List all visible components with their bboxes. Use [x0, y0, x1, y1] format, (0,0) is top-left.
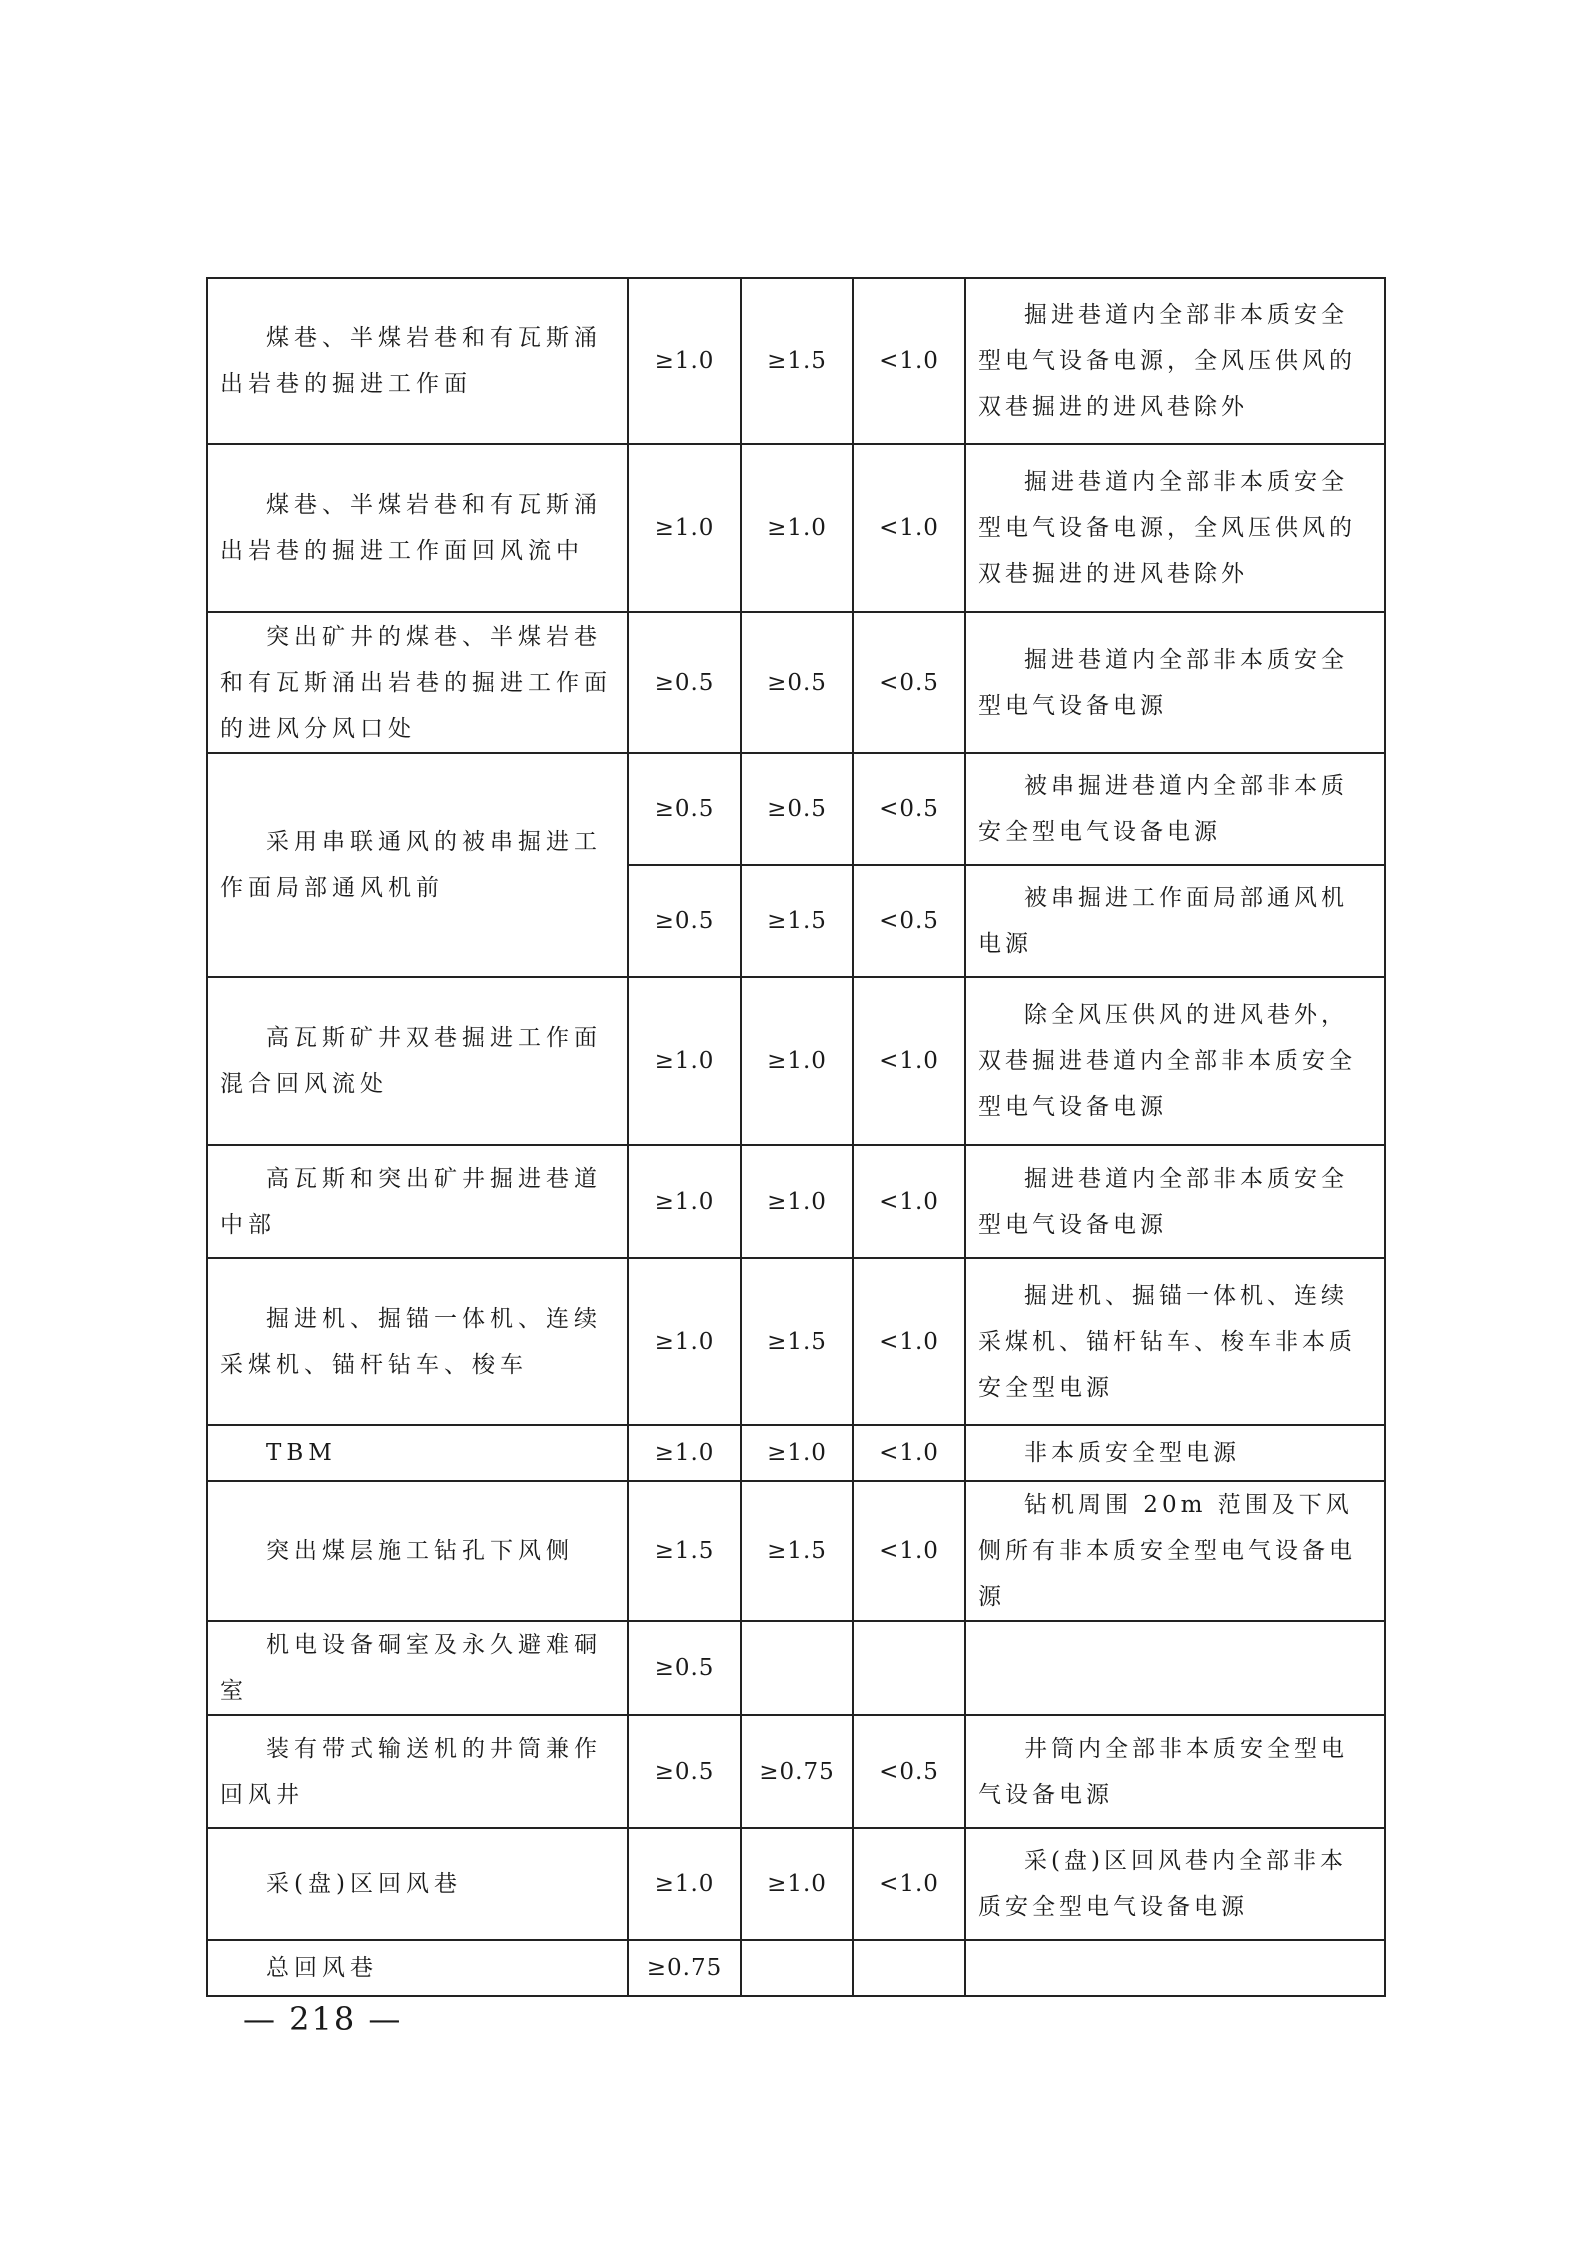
restore-threshold-cell: <1.0 [853, 977, 965, 1145]
restore-threshold-cell: <1.0 [853, 278, 965, 444]
power-off-scope-cell [965, 1940, 1385, 1996]
power-off-scope-cell: 除全风压供风的进风巷外，双巷掘进巷道内全部非本质安全型电气设备电源 [965, 977, 1385, 1145]
alarm-threshold-cell: ≥1.0 [628, 444, 741, 612]
location-cell: 采(盘)区回风巷 [207, 1828, 628, 1940]
table-row [207, 612, 1385, 753]
power-off-threshold-cell: ≥1.5 [741, 1258, 853, 1425]
power-off-scope-cell: 掘进巷道内全部非本质安全型电气设备电源，全风压供风的双巷掘进的进风巷除外 [965, 278, 1385, 444]
table-row [207, 1258, 1385, 1425]
location-cell: 高瓦斯和突出矿井掘进巷道中部 [207, 1145, 628, 1258]
power-off-scope-cell: 掘进机、掘锚一体机、连续采煤机、锚杆钻车、梭车非本质安全型电源 [965, 1258, 1385, 1425]
alarm-threshold-cell: ≥1.0 [628, 1828, 741, 1940]
alarm-threshold-cell: ≥0.5 [628, 612, 741, 753]
location-cell: TBM [207, 1425, 628, 1481]
alarm-threshold-cell: ≥0.5 [628, 753, 741, 865]
table-row [207, 1425, 1385, 1481]
location-cell: 煤巷、半煤岩巷和有瓦斯涌出岩巷的掘进工作面回风流中 [207, 444, 628, 612]
location-cell: 机电设备硐室及永久避难硐室 [207, 1621, 628, 1715]
page-number: — 218 — [243, 2000, 403, 2038]
power-off-threshold-cell: ≥1.5 [741, 278, 853, 444]
location-cell: 掘进机、掘锚一体机、连续采煤机、锚杆钻车、梭车 [207, 1258, 628, 1425]
restore-threshold-cell: <1.0 [853, 1425, 965, 1481]
alarm-threshold-cell: ≥1.0 [628, 1425, 741, 1481]
power-off-scope-cell: 掘进巷道内全部非本质安全型电气设备电源 [965, 612, 1385, 753]
location-cell: 突出煤层施工钻孔下风侧 [207, 1481, 628, 1621]
restore-threshold-cell [853, 1940, 965, 1996]
power-off-scope-cell: 掘进巷道内全部非本质安全型电气设备电源，全风压供风的双巷掘进的进风巷除外 [965, 444, 1385, 612]
alarm-threshold-cell: ≥0.5 [628, 865, 741, 977]
alarm-threshold-cell: ≥1.0 [628, 1258, 741, 1425]
alarm-threshold-cell: ≥1.5 [628, 1481, 741, 1621]
table-row [207, 1940, 1385, 1996]
location-cell: 装有带式输送机的井筒兼作回风井 [207, 1715, 628, 1828]
restore-threshold-cell: <0.5 [853, 865, 965, 977]
table-row [207, 1828, 1385, 1940]
table-row [207, 1145, 1385, 1258]
restore-threshold-cell: <1.0 [853, 1145, 965, 1258]
power-off-threshold-cell: ≥0.75 [741, 1715, 853, 1828]
power-off-threshold-cell: ≥1.5 [741, 1481, 853, 1621]
restore-threshold-cell: <1.0 [853, 1828, 965, 1940]
table-row [207, 444, 1385, 612]
power-off-threshold-cell: ≥1.0 [741, 1145, 853, 1258]
power-off-threshold-cell: ≥1.0 [741, 1425, 853, 1481]
power-off-scope-cell: 钻机周围 20m 范围及下风侧所有非本质安全型电气设备电源 [965, 1481, 1385, 1621]
power-off-scope-cell: 被串掘进巷道内全部非本质安全型电气设备电源 [965, 753, 1385, 865]
power-off-scope-cell: 被串掘进工作面局部通风机电源 [965, 865, 1385, 977]
location-cell: 煤巷、半煤岩巷和有瓦斯涌出岩巷的掘进工作面 [207, 278, 628, 444]
alarm-threshold-cell: ≥0.5 [628, 1715, 741, 1828]
power-off-scope-cell: 采(盘)区回风巷内全部非本质安全型电气设备电源 [965, 1828, 1385, 1940]
power-off-threshold-cell: ≥1.0 [741, 1828, 853, 1940]
restore-threshold-cell: <1.0 [853, 444, 965, 612]
alarm-threshold-cell: ≥0.75 [628, 1940, 741, 1996]
restore-threshold-cell: <1.0 [853, 1481, 965, 1621]
gas-monitoring-table [206, 277, 1386, 1997]
restore-threshold-cell: <1.0 [853, 1258, 965, 1425]
power-off-scope-cell: 井筒内全部非本质安全型电气设备电源 [965, 1715, 1385, 1828]
location-cell: 总回风巷 [207, 1940, 628, 1996]
alarm-threshold-cell: ≥0.5 [628, 1621, 741, 1715]
location-cell: 高瓦斯矿井双巷掘进工作面混合回风流处 [207, 977, 628, 1145]
power-off-scope-cell: 掘进巷道内全部非本质安全型电气设备电源 [965, 1145, 1385, 1258]
table-row [207, 753, 1385, 865]
table-row [207, 977, 1385, 1145]
location-cell: 突出矿井的煤巷、半煤岩巷和有瓦斯涌出岩巷的掘进工作面的进风分风口处 [207, 612, 628, 753]
restore-threshold-cell: <0.5 [853, 753, 965, 865]
power-off-scope-cell: 非本质安全型电源 [965, 1425, 1385, 1481]
power-off-scope-cell [965, 1621, 1385, 1715]
alarm-threshold-cell: ≥1.0 [628, 278, 741, 444]
power-off-threshold-cell: ≥1.0 [741, 977, 853, 1145]
power-off-threshold-cell: ≥0.5 [741, 753, 853, 865]
table-row [207, 278, 1385, 444]
power-off-threshold-cell: ≥0.5 [741, 612, 853, 753]
restore-threshold-cell: <0.5 [853, 1715, 965, 1828]
power-off-threshold-cell [741, 1621, 853, 1715]
restore-threshold-cell [853, 1621, 965, 1715]
alarm-threshold-cell: ≥1.0 [628, 1145, 741, 1258]
power-off-threshold-cell: ≥1.5 [741, 865, 853, 977]
location-cell: 采用串联通风的被串掘进工作面局部通风机前 [207, 753, 628, 977]
power-off-threshold-cell: ≥1.0 [741, 444, 853, 612]
table-row [207, 1715, 1385, 1828]
table-row [207, 1621, 1385, 1715]
alarm-threshold-cell: ≥1.0 [628, 977, 741, 1145]
table-row [207, 1481, 1385, 1621]
restore-threshold-cell: <0.5 [853, 612, 965, 753]
power-off-threshold-cell [741, 1940, 853, 1996]
